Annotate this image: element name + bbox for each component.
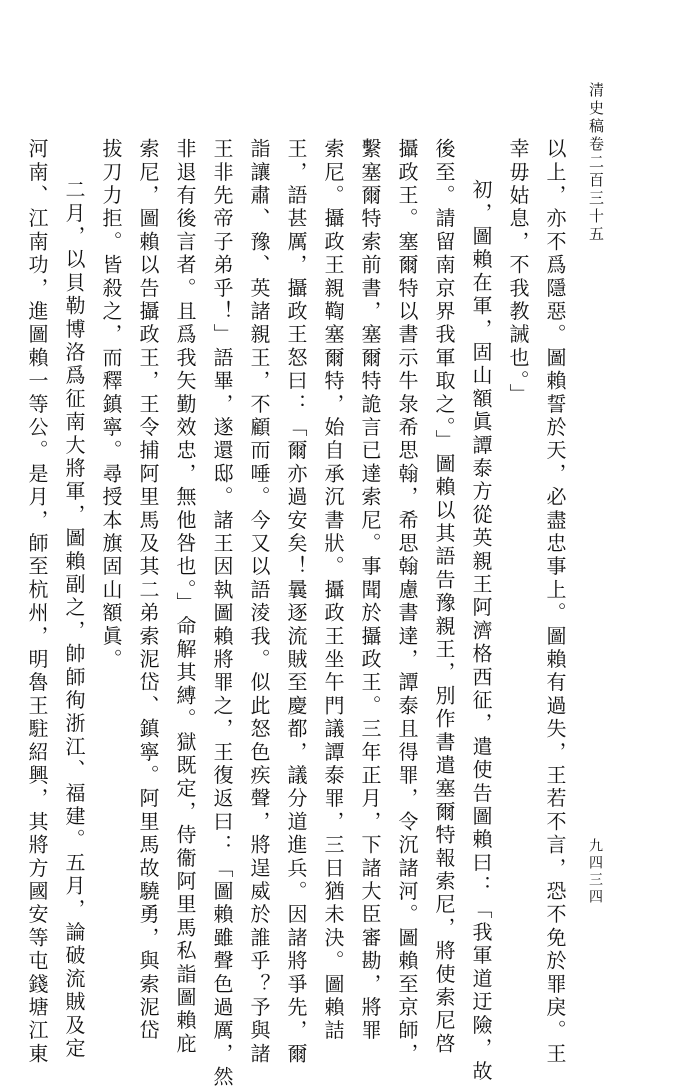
text-column-14: 二月，以貝勒博洛爲征南大將軍，圖賴副之，帥師徇浙江、福建。五月，論破流賊及定 xyxy=(62,179,86,1061)
text-column-12: 索尼，圖賴以告攝政王，王令捕阿里馬及其二弟索泥岱、鎮寧。阿里馬故驍勇，與索泥岱 xyxy=(136,138,160,1043)
text-column-11: 非退有後言者。且爲我矢勤效忠，無他咎也。」命解其縛。獄既定，侍衞阿里馬私詣圖賴庇 xyxy=(173,138,197,1056)
text-column-4: 後至。請留南京界我軍取之。」圖賴以其語告豫親王，別作書遣塞爾特報索尼，將使索尼啓 xyxy=(432,138,456,1056)
text-column-2: 幸毋姑息，不我教誡也。」 xyxy=(506,138,530,407)
text-column-1: 以上，亦不爲隱惡。圖賴誓於天，必盡忠事上。圖賴有過失，王若不言，恐不免於罪戾。王 xyxy=(543,138,567,1066)
text-column-5: 攝政王。塞爾特以書示牛彔希思翰，希思翰慮書達，譚泰且得罪，令沉諸河。圖賴至京師， xyxy=(395,138,419,1066)
running-header-title: 清史稿卷二百三十五 xyxy=(587,82,605,244)
text-column-3: 初，圖賴在軍，固山額眞譚泰方從英親王阿濟格西征，遣使告圖賴曰：「我軍道迂險，故 xyxy=(469,179,493,1084)
text-column-6: 繫塞爾特索前書，塞爾特詭言已達索尼。事聞於攝政王。三年正月，下諸大臣審勘，將罪 xyxy=(358,138,382,1043)
text-column-7: 索尼。攝政王親鞫塞爾特，始自承沉書狀。攝政王坐午門議譚泰罪，三日猶未決。圖賴詰 xyxy=(321,138,345,1043)
text-column-10: 王非先帝子弟乎！」語畢，遂還邸。諸王因執圖賴將罪之，王復返曰：「圖賴雖聲色過厲，然 xyxy=(210,138,234,1089)
text-column-13: 拔刀力拒。皆殺之，而釋鎮寧。尋授本旗固山額眞。 xyxy=(99,138,123,672)
text-column-15: 河南、江南功，進圖賴一等公。是月，師至杭州，明魯王駐紹興，其將方國安等屯錢塘江東 xyxy=(25,138,49,1066)
text-column-8: 王，語甚厲，攝政王怒曰：「爾亦過安矣！曩逐流賊至慶都，議分道進兵。因諸將爭先，爾 xyxy=(284,138,308,1066)
text-column-9: 詣讓肅、豫、英諸親王，不顧而唾。今又以語淩我。似此怒色疾聲，將逞威於誰乎？予與諸 xyxy=(247,138,271,1066)
page-number: 九四三四 xyxy=(587,838,603,906)
